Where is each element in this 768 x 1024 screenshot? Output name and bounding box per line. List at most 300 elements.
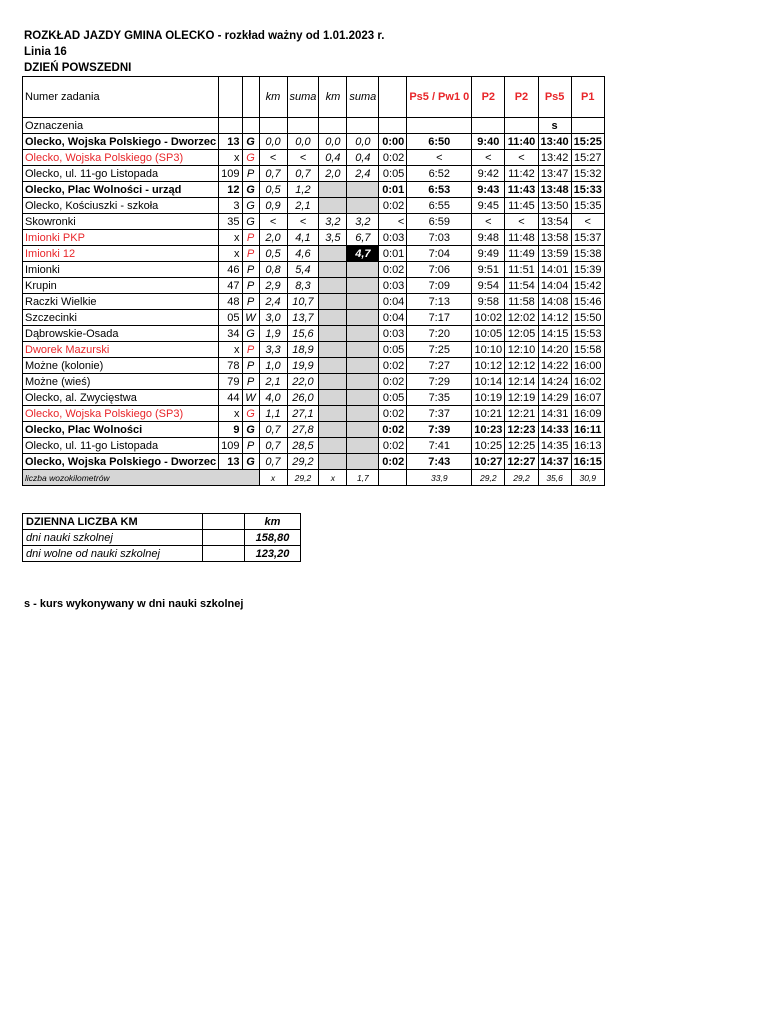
departure-time: 10:21 — [472, 406, 505, 422]
stop-number: 79 — [219, 374, 242, 390]
departure-time: 13:59 — [538, 246, 571, 262]
km-value: 0,0 — [259, 134, 287, 150]
departure-time: 9:58 — [472, 294, 505, 310]
departure-time: 10:14 — [472, 374, 505, 390]
summary-unit: km — [245, 514, 301, 530]
footer-km: x — [259, 470, 287, 486]
stop-type: G — [242, 214, 259, 230]
departure-time: 12:23 — [505, 422, 538, 438]
stop-name: Olecko, Plac Wolności — [23, 422, 219, 438]
table-row — [23, 422, 605, 438]
footer-row — [23, 470, 605, 486]
departure-time: 7:27 — [407, 358, 472, 374]
departure-time: 6:50 — [407, 134, 472, 150]
departure-time: 13:48 — [538, 182, 571, 198]
departure-time: 11:58 — [505, 294, 538, 310]
table-row — [23, 278, 605, 294]
km-sum: 18,9 — [287, 342, 319, 358]
departure-time: 15:42 — [571, 278, 604, 294]
summary-header-row — [23, 514, 301, 530]
departure-time: 14:01 — [538, 262, 571, 278]
footer-course-km: 29,2 — [505, 470, 538, 486]
table-header-row — [23, 77, 605, 118]
km-value: 3,0 — [259, 310, 287, 326]
departure-time: 16:13 — [571, 438, 604, 454]
table-row — [23, 150, 605, 166]
table-row — [23, 358, 605, 374]
empty-cell — [379, 118, 407, 134]
empty-cell — [242, 118, 259, 134]
departure-time: 16:02 — [571, 374, 604, 390]
departure-time: 15:33 — [571, 182, 604, 198]
header-blank — [379, 77, 407, 118]
stop-time: 0:02 — [379, 198, 407, 214]
departure-time: 14:15 — [538, 326, 571, 342]
km-sum: 27,1 — [287, 406, 319, 422]
stop-name: Imionki PKP — [23, 230, 219, 246]
stop-name: Skowronki — [23, 214, 219, 230]
summary-row — [23, 530, 301, 546]
departure-time: 11:45 — [505, 198, 538, 214]
km-sum: 28,5 — [287, 438, 319, 454]
km-value — [319, 358, 347, 374]
departure-time: 10:27 — [472, 454, 505, 470]
departure-time: 15:39 — [571, 262, 604, 278]
line-label: Linia 16 — [24, 46, 67, 58]
km-value: 3,2 — [319, 214, 347, 230]
departure-time: 10:23 — [472, 422, 505, 438]
km-value: 1,9 — [259, 326, 287, 342]
km-sum — [347, 294, 379, 310]
departure-time: 12:14 — [505, 374, 538, 390]
departure-time: 15:50 — [571, 310, 604, 326]
stop-name: Olecko, Wojska Polskiego (SP3) — [23, 150, 219, 166]
stop-time: 0:02 — [379, 422, 407, 438]
header-km-2: km — [319, 77, 347, 118]
stop-type: P — [242, 166, 259, 182]
stop-time: 0:02 — [379, 150, 407, 166]
course-header: P1 — [571, 77, 604, 118]
table-row — [23, 198, 605, 214]
departure-time: 10:19 — [472, 390, 505, 406]
stop-time: 0:02 — [379, 374, 407, 390]
stop-type: P — [242, 342, 259, 358]
km-sum — [347, 390, 379, 406]
stop-name: Możne (kolonie) — [23, 358, 219, 374]
departure-time: 6:55 — [407, 198, 472, 214]
km-value: 4,0 — [259, 390, 287, 406]
departure-time: 13:47 — [538, 166, 571, 182]
departure-time: 12:05 — [505, 326, 538, 342]
departure-time: 15:27 — [571, 150, 604, 166]
footer-sum: 29,2 — [287, 470, 319, 486]
stop-type: G — [242, 134, 259, 150]
km-value: 0,0 — [319, 134, 347, 150]
departure-time: 9:49 — [472, 246, 505, 262]
km-sum: 27,8 — [287, 422, 319, 438]
departure-time: 10:05 — [472, 326, 505, 342]
footer-course-km: 30,9 — [571, 470, 604, 486]
stop-type: P — [242, 262, 259, 278]
summary-row-value: 158,80 — [245, 530, 301, 546]
stop-name: Olecko, ul. 11-go Listopada — [23, 438, 219, 454]
km-sum — [347, 326, 379, 342]
stop-type: G — [242, 198, 259, 214]
footer-km: x — [319, 470, 347, 486]
stop-number: 109 — [219, 438, 242, 454]
document-title: ROZKŁAD JAZDY GMINA OLECKO - rozkład ważny od 1.01.2023 r. — [24, 30, 385, 42]
km-sum — [347, 422, 379, 438]
km-sum — [347, 310, 379, 326]
header-blank — [242, 77, 259, 118]
course-header: Ps5 / Pw1 0 — [407, 77, 472, 118]
km-sum: 2,4 — [347, 166, 379, 182]
stop-time: 0:03 — [379, 326, 407, 342]
km-sum — [347, 278, 379, 294]
stop-name: Olecko, Kościuszki - szkoła — [23, 198, 219, 214]
stop-name: Olecko, al. Zwycięstwa — [23, 390, 219, 406]
stop-number: 3 — [219, 198, 242, 214]
departure-time: 14:08 — [538, 294, 571, 310]
stop-time: 0:05 — [379, 166, 407, 182]
departure-time: 6:59 — [407, 214, 472, 230]
departure-time: 7:20 — [407, 326, 472, 342]
departure-time: 14:04 — [538, 278, 571, 294]
daily-km-summary — [22, 513, 301, 562]
stop-time: 0:02 — [379, 454, 407, 470]
marking-cell — [505, 118, 538, 134]
stop-name: Olecko, Wojska Polskiego - Dworzec — [23, 454, 219, 470]
departure-time: 10:02 — [472, 310, 505, 326]
km-value — [319, 310, 347, 326]
table-row — [23, 310, 605, 326]
departure-time: < — [472, 214, 505, 230]
course-header: P2 — [472, 77, 505, 118]
km-sum: 0,0 — [287, 134, 319, 150]
km-sum: 10,7 — [287, 294, 319, 310]
stop-number: 109 — [219, 166, 242, 182]
departure-time: 9:54 — [472, 278, 505, 294]
km-sum — [347, 198, 379, 214]
departure-time: < — [505, 150, 538, 166]
departure-time: 7:35 — [407, 390, 472, 406]
stop-time: 0:05 — [379, 390, 407, 406]
departure-time: 7:17 — [407, 310, 472, 326]
stop-name: Olecko, ul. 11-go Listopada — [23, 166, 219, 182]
departure-time: 15:37 — [571, 230, 604, 246]
stop-type: W — [242, 310, 259, 326]
stop-name: Raczki Wielkie — [23, 294, 219, 310]
km-sum: 5,4 — [287, 262, 319, 278]
departure-time: 7:29 — [407, 374, 472, 390]
km-sum: 8,3 — [287, 278, 319, 294]
marking-cell — [571, 118, 604, 134]
footer-label: liczba wozokilometrów — [23, 470, 260, 486]
stop-name: Olecko, Plac Wolności - urząd — [23, 182, 219, 198]
km-value — [319, 182, 347, 198]
stop-type: P — [242, 230, 259, 246]
km-value — [319, 246, 347, 262]
km-value: 0,7 — [259, 422, 287, 438]
table-row — [23, 214, 605, 230]
km-value: 2,9 — [259, 278, 287, 294]
departure-time: 12:10 — [505, 342, 538, 358]
departure-time: 12:02 — [505, 310, 538, 326]
table-row — [23, 182, 605, 198]
stop-time: 0:04 — [379, 294, 407, 310]
table-row — [23, 438, 605, 454]
stop-time: 0:03 — [379, 230, 407, 246]
km-value: 2,0 — [259, 230, 287, 246]
departure-time: < — [571, 214, 604, 230]
stop-type: P — [242, 374, 259, 390]
table-row — [23, 230, 605, 246]
departure-time: 12:25 — [505, 438, 538, 454]
km-value: 0,5 — [259, 182, 287, 198]
km-value: 1,0 — [259, 358, 287, 374]
markings-row — [23, 118, 605, 134]
departure-time: 6:53 — [407, 182, 472, 198]
departure-time: 13:40 — [538, 134, 571, 150]
km-sum: 0,4 — [347, 150, 379, 166]
departure-time: 12:27 — [505, 454, 538, 470]
km-value — [319, 326, 347, 342]
table-row — [23, 262, 605, 278]
empty-cell — [219, 118, 242, 134]
km-value — [319, 198, 347, 214]
summary-row-value: 123,20 — [245, 546, 301, 562]
departure-time: 14:29 — [538, 390, 571, 406]
km-sum: 4,6 — [287, 246, 319, 262]
departure-time: 7:13 — [407, 294, 472, 310]
stop-time: 0:00 — [379, 134, 407, 150]
km-sum: 4,1 — [287, 230, 319, 246]
stop-name: Olecko, Wojska Polskiego (SP3) — [23, 406, 219, 422]
km-value: 0,4 — [319, 150, 347, 166]
km-sum: 3,2 — [347, 214, 379, 230]
day-label: DZIEŃ POWSZEDNI — [24, 62, 132, 74]
stop-name: Imionki — [23, 262, 219, 278]
km-value: 0,8 — [259, 262, 287, 278]
km-sum — [347, 374, 379, 390]
stop-name: Szczecinki — [23, 310, 219, 326]
departure-time: 9:45 — [472, 198, 505, 214]
departure-time: 12:19 — [505, 390, 538, 406]
stop-type: P — [242, 278, 259, 294]
footer-course-km: 35,6 — [538, 470, 571, 486]
stop-number: 44 — [219, 390, 242, 406]
departure-time: 15:35 — [571, 198, 604, 214]
stop-time: < — [379, 214, 407, 230]
km-value — [319, 422, 347, 438]
stop-number: 34 — [219, 326, 242, 342]
stop-time: 0:05 — [379, 342, 407, 358]
table-row — [23, 326, 605, 342]
empty-cell — [319, 118, 347, 134]
table-row — [23, 134, 605, 150]
departure-time: 15:46 — [571, 294, 604, 310]
departure-time: 16:07 — [571, 390, 604, 406]
km-value: 2,1 — [259, 374, 287, 390]
empty-cell — [287, 118, 319, 134]
departure-time: 7:25 — [407, 342, 472, 358]
table-row — [23, 454, 605, 470]
stop-number: 48 — [219, 294, 242, 310]
stop-number: x — [219, 246, 242, 262]
departure-time: 12:12 — [505, 358, 538, 374]
km-value — [319, 278, 347, 294]
marking-cell — [472, 118, 505, 134]
km-sum: 4,7 — [347, 246, 379, 262]
km-value — [319, 390, 347, 406]
departure-time: 7:09 — [407, 278, 472, 294]
table-row — [23, 294, 605, 310]
departure-time: 16:11 — [571, 422, 604, 438]
stop-time: 0:01 — [379, 182, 407, 198]
km-sum — [347, 406, 379, 422]
km-sum — [347, 342, 379, 358]
departure-time: 6:52 — [407, 166, 472, 182]
stop-time: 0:02 — [379, 406, 407, 422]
header-blank — [219, 77, 242, 118]
departure-time: 14:22 — [538, 358, 571, 374]
departure-time: 12:21 — [505, 406, 538, 422]
empty-cell — [203, 546, 245, 562]
departure-time: 10:10 — [472, 342, 505, 358]
departure-time: 14:35 — [538, 438, 571, 454]
km-sum — [347, 438, 379, 454]
departure-time: 7:41 — [407, 438, 472, 454]
km-sum: 6,7 — [347, 230, 379, 246]
summary-title: DZIENNA LICZBA KM — [23, 514, 203, 530]
stop-type: W — [242, 390, 259, 406]
stop-number: 46 — [219, 262, 242, 278]
departure-time: 7:04 — [407, 246, 472, 262]
departure-time: 9:43 — [472, 182, 505, 198]
departure-time: 13:42 — [538, 150, 571, 166]
departure-time: 11:42 — [505, 166, 538, 182]
stop-type: P — [242, 246, 259, 262]
stop-time: 0:03 — [379, 278, 407, 294]
departure-time: 7:39 — [407, 422, 472, 438]
departure-time: 7:43 — [407, 454, 472, 470]
departure-time: 13:50 — [538, 198, 571, 214]
km-sum: 19,9 — [287, 358, 319, 374]
km-value: 0,9 — [259, 198, 287, 214]
empty-cell — [203, 530, 245, 546]
stop-type: G — [242, 454, 259, 470]
departure-time: 10:25 — [472, 438, 505, 454]
task-label: Numer zadania — [23, 77, 219, 118]
departure-time: 14:24 — [538, 374, 571, 390]
departure-time: 13:58 — [538, 230, 571, 246]
departure-time: 14:31 — [538, 406, 571, 422]
km-value: 0,7 — [259, 166, 287, 182]
stop-type: G — [242, 326, 259, 342]
km-sum: 26,0 — [287, 390, 319, 406]
departure-time: 11:49 — [505, 246, 538, 262]
departure-time: 11:43 — [505, 182, 538, 198]
departure-time: 11:40 — [505, 134, 538, 150]
stop-type: G — [242, 422, 259, 438]
departure-time: 10:12 — [472, 358, 505, 374]
km-sum: < — [287, 214, 319, 230]
km-sum — [347, 454, 379, 470]
table-row — [23, 166, 605, 182]
km-sum: 15,6 — [287, 326, 319, 342]
stop-name: Krupin — [23, 278, 219, 294]
departure-time: 11:51 — [505, 262, 538, 278]
stop-type: G — [242, 406, 259, 422]
km-value: 0,7 — [259, 454, 287, 470]
stop-type: G — [242, 182, 259, 198]
timetable — [22, 76, 605, 486]
departure-time: 15:32 — [571, 166, 604, 182]
departure-time: 11:48 — [505, 230, 538, 246]
stop-number: x — [219, 406, 242, 422]
header-km-1: km — [259, 77, 287, 118]
stop-type: P — [242, 358, 259, 374]
footer-course-km: 33,9 — [407, 470, 472, 486]
departure-time: 7:37 — [407, 406, 472, 422]
departure-time: 14:37 — [538, 454, 571, 470]
table-row — [23, 390, 605, 406]
departure-time: 15:53 — [571, 326, 604, 342]
km-value: 1,1 — [259, 406, 287, 422]
km-sum: 1,2 — [287, 182, 319, 198]
km-sum: 0,7 — [287, 166, 319, 182]
km-value — [319, 262, 347, 278]
stop-number: 12 — [219, 182, 242, 198]
stop-number: x — [219, 230, 242, 246]
marking-cell — [407, 118, 472, 134]
stop-name: Olecko, Wojska Polskiego - Dworzec — [23, 134, 219, 150]
stop-name: Dworek Mazurski — [23, 342, 219, 358]
footer-sum: 1,7 — [347, 470, 379, 486]
km-sum: 13,7 — [287, 310, 319, 326]
stop-type: P — [242, 438, 259, 454]
stop-name: Dąbrowskie-Osada — [23, 326, 219, 342]
markings-label: Oznaczenia — [23, 118, 219, 134]
departure-time: 14:20 — [538, 342, 571, 358]
km-sum: 0,0 — [347, 134, 379, 150]
stop-time: 0:01 — [379, 246, 407, 262]
departure-time: 15:38 — [571, 246, 604, 262]
marking-cell: s — [538, 118, 571, 134]
empty-cell — [259, 118, 287, 134]
departure-time: 14:33 — [538, 422, 571, 438]
departure-time: 11:54 — [505, 278, 538, 294]
km-value: < — [259, 150, 287, 166]
summary-row — [23, 546, 301, 562]
departure-time: 16:09 — [571, 406, 604, 422]
km-sum — [347, 182, 379, 198]
departure-time: 7:06 — [407, 262, 472, 278]
footer-course-km: 29,2 — [472, 470, 505, 486]
empty-cell — [379, 470, 407, 486]
km-value: < — [259, 214, 287, 230]
departure-time: 9:40 — [472, 134, 505, 150]
empty-cell — [203, 514, 245, 530]
departure-time: 15:25 — [571, 134, 604, 150]
km-value — [319, 342, 347, 358]
departure-time: 14:12 — [538, 310, 571, 326]
km-value: 3,5 — [319, 230, 347, 246]
header-suma-1: suma — [287, 77, 319, 118]
stop-number: 9 — [219, 422, 242, 438]
table-row — [23, 374, 605, 390]
stop-type: P — [242, 294, 259, 310]
